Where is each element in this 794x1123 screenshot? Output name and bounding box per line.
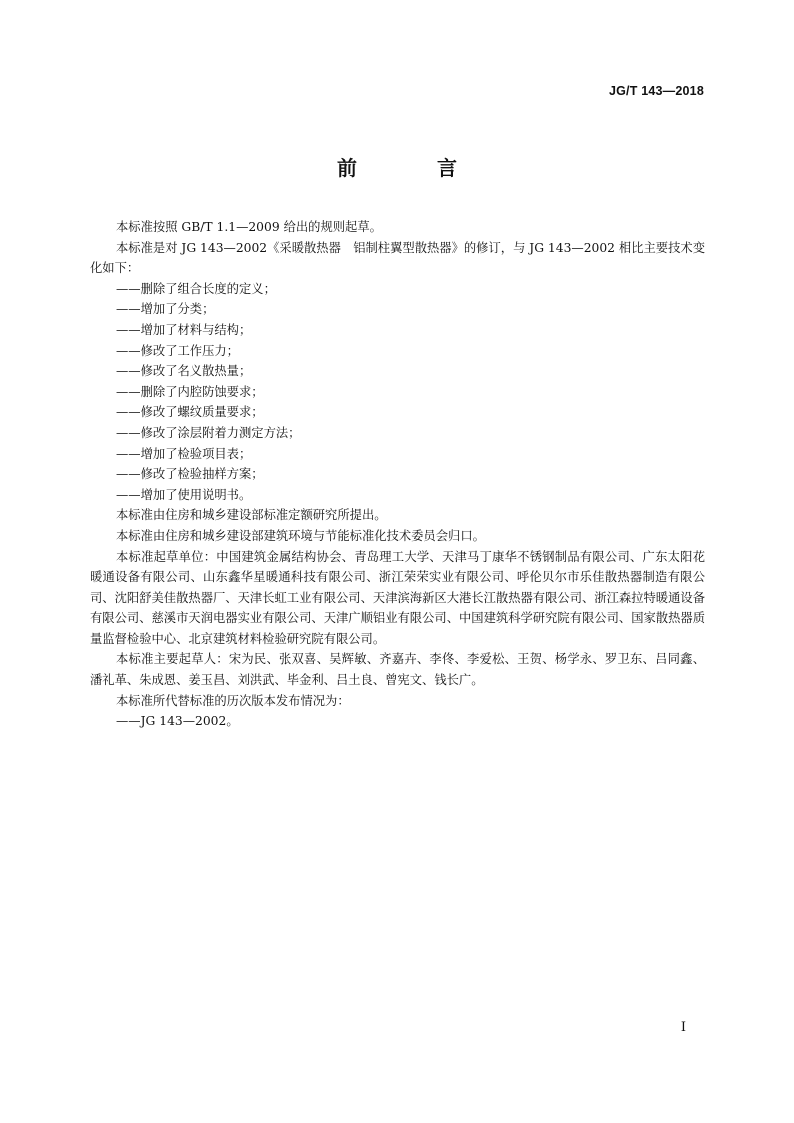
change-item: ——修改了名义散热量； xyxy=(116,364,252,379)
change-item: ——修改了检验抽样方案； xyxy=(116,467,264,482)
change-item: ——增加了使用说明书。 xyxy=(116,487,252,502)
paragraph-drafters: 本标准主要起草人：宋为民、张双喜、吴辉敏、齐嘉卉、李佟、李爱松、王贺、杨学永、罗卫东、吕同鑫、潘礼革、朱成恩、姜玉昌、刘洪武、毕金利、吕土良、曾宪文、钱长广。 xyxy=(90,652,705,688)
change-item: ——增加了材料与结构； xyxy=(116,322,252,337)
paragraph-committee: 本标准由住房和城乡建设部建筑环境与节能标准化技术委员会归口。 xyxy=(116,528,485,543)
standard-code: JG/T 143—2018 xyxy=(608,84,704,98)
paragraph-revision-note: 本标准是对 JG 143—2002《采暖散热器 铝制柱翼型散热器》的修订，与 JG 143—2002 相比主要技术变化如下： xyxy=(90,240,705,276)
foreword-body xyxy=(90,217,705,732)
paragraph-proposer: 本标准由住房和城乡建设部标准定额研究所提出。 xyxy=(116,508,387,523)
change-item: ——删除了内腔防蚀要求； xyxy=(116,384,264,399)
change-item: ——修改了螺纹质量要求； xyxy=(116,405,264,420)
previous-edition-item: ——JG 143—2002。 xyxy=(116,714,239,729)
change-item: ——增加了分类； xyxy=(116,302,215,317)
change-item: ——删除了组合长度的定义； xyxy=(116,281,276,296)
paragraph-previous-editions: 本标准所代替标准的历次版本发布情况为： xyxy=(116,693,350,708)
change-item: ——修改了涂层附着力测定方法； xyxy=(116,425,301,440)
paragraph-drafting-units: 本标准起草单位：中国建筑金属结构协会、青岛理工大学、天津马丁康华不锈钢制品有限公司、广东太阳花暖通设备有限公司、山东鑫华星暖通科技有限公司、浙江荣荣实业有限公司、呼伦贝尔市乐佳散热器制造有限公司、沈阳舒美佳散热器厂、天津长虹工业有限公司、天津滨海新区大港长江散热器有限公司、浙江森拉特暖通设备有限公司、慈溪市天润电器实业有限公司、天津广顺铝业有限公司、中国建筑科学研究院有限公司、国家散热器质量监督检验中心、北京建筑材料检验研究院有限公司。 xyxy=(90,549,705,646)
change-item: ——增加了检验项目表； xyxy=(116,446,252,461)
change-item: ——修改了工作压力； xyxy=(116,343,239,358)
page-number: I xyxy=(680,1020,686,1035)
paragraph-drafting-rules: 本标准按照 GB/T 1.1—2009 给出的规则起草。 xyxy=(116,220,382,234)
page-title: 前 言 xyxy=(337,156,487,180)
